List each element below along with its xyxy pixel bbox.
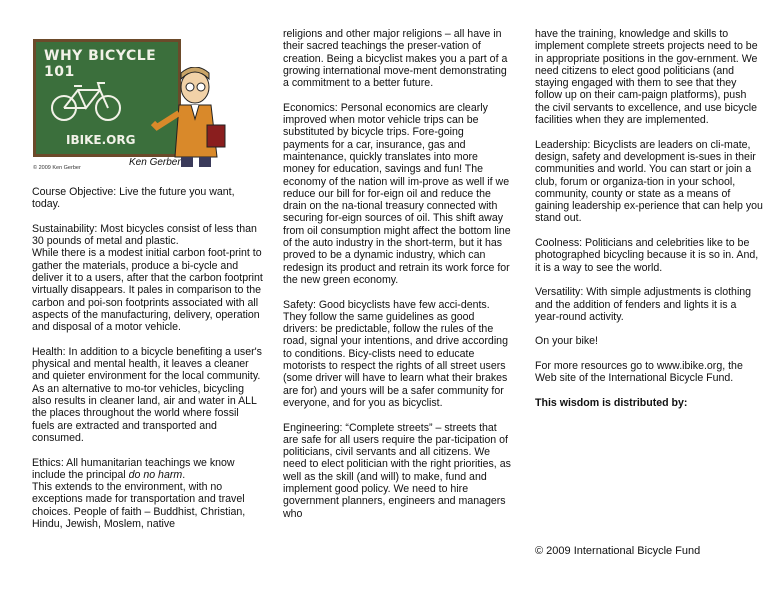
course-objective: Course Objective: Live the future you want, today. — [32, 186, 235, 211]
header-illustration — [33, 39, 228, 174]
teacher-figure-icon — [151, 67, 229, 167]
board-title: WHY BICYCLE 101 — [44, 48, 157, 80]
artist-signature: Ken Gerber — [129, 157, 181, 168]
column-middle — [283, 28, 511, 532]
artist-credit: © 2009 Ken Gerber — [33, 165, 81, 171]
column-right — [535, 28, 763, 422]
versatility-paragraph: Versatility: With simple adjustments is clothing and the addition of fenders and lights it is a year-round activity. — [535, 286, 752, 323]
ethics-text-start: Ethics: All humanitarian teachings we know include the principal — [32, 456, 235, 481]
copyright-footer: © 2009 International Bicycle Fund — [535, 545, 701, 557]
ethics-paragraph — [32, 457, 264, 531]
ethics-text-end: . This extends to the environment, with no exceptions made for transportation and travel choices. People of faith – Buddhist, Christian, Hindu, Jewish, Moslem, native — [32, 468, 246, 531]
on-your-bike: On your bike! — [535, 335, 599, 348]
distributed-by-heading: This wisdom is distributed by: — [535, 396, 688, 409]
ethics-emphasis: do no harm — [128, 468, 183, 481]
coolness-paragraph: Coolness: Politicians and celebrities like to be photographed bicycling because it is so in. And, it is a way to see the world. — [535, 237, 759, 274]
safety-paragraph: Safety: Good bicyclists have few acci-dents. They follow the same guidelines as good drivers: be predictable, follow the rules of the road, signal your intentions, and drive according to conditions. Bicy-clists need to educate motorists to respect the rights of all street users (some driver will have to learn what their brakes are for) and yours will be a safer community for everyone, and for you as bicyclist. — [283, 298, 508, 409]
engineering-continued-paragraph: have the training, knowledge and skills to implement complete streets projects need to be in appropriate positions in the gov-ernment. We need citizens to elect good politicians (and staying engaged with them to see that they follow up on their cam-paign platforms), push the civil servants to excellence, and use bicycle facilities when they are implemented. — [535, 28, 758, 127]
religions-paragraph: religions and other major religions – all have in their sacred teachings the preser-vation of creation. Being a bicyclist makes you a part of a growing international move-ment demonstrating a commitment to a better future. — [283, 28, 508, 90]
economics-paragraph: Economics: Personal economics are clearly improved when motor vehicle trips can be substituted by bicycle trips. Fore-going payments for a car, insurance, gas and maintenance, quickly translates into more money for education, savings and fun! The economy of the nation will im-prove as well if we reduce our bill for for-eign oil and reduce the drain on the na-tional treasury connected with securing for-eign sources of oil. This shift away from oil consumption might affect the bottom line of the auto industry in the short-term, but it has proved to be a dynamic industry, which can redesign its product and retrain its work force for the new green economy. — [283, 101, 511, 286]
leadership-paragraph: Leadership: Bicyclists are leaders on cli-mate, design, safety and development is-sues in their communities and world. You can start or join a club, forum or organiza-tion in your school, community, county or state as a means of gaining leadership ex-perience that can help you stand out. — [535, 138, 763, 225]
health-paragraph: Health: In addition to a bicycle benefiting a user's physical and mental health, it leaves a cleaner and quieter environment for the local community. As an alternative to mo-tor vehicles, bicycling also results in cleaner land, air and water in ALL the places throughout the world where fossil fuels are extracted and transported and consumed. — [32, 345, 262, 444]
engineering-paragraph: Engineering: “Complete streets” – streets that are safe for all users require the par-ticipation of politicians, civil servants and all citizens. We need to elect politician with the right priorities, as well as the skill (and will) to make, fund and implement good policy. We need to hire government planners, engineers and managers who — [283, 421, 511, 520]
column-left — [32, 186, 264, 543]
resources-paragraph: For more resources go to www.ibike.org, the Web site of the International Bicycle Fund. — [535, 360, 743, 385]
bicycle-icon — [50, 80, 122, 122]
sustainability-paragraph: Sustainability: Most bicycles consist of less than 30 pounds of metal and plastic. While there is a modest initial carbon foot-print to gather the materials, produce a bi-cycle and deliver it to a users, after that the carbon footprint virtually disappears. It pales in comparison to the carbon and poi-son footprints associated with all aspects of the manufacturing, delivery, operation and disposal of a motor vehicle. — [32, 222, 263, 334]
board-url: IBIKE.ORG — [66, 133, 136, 147]
